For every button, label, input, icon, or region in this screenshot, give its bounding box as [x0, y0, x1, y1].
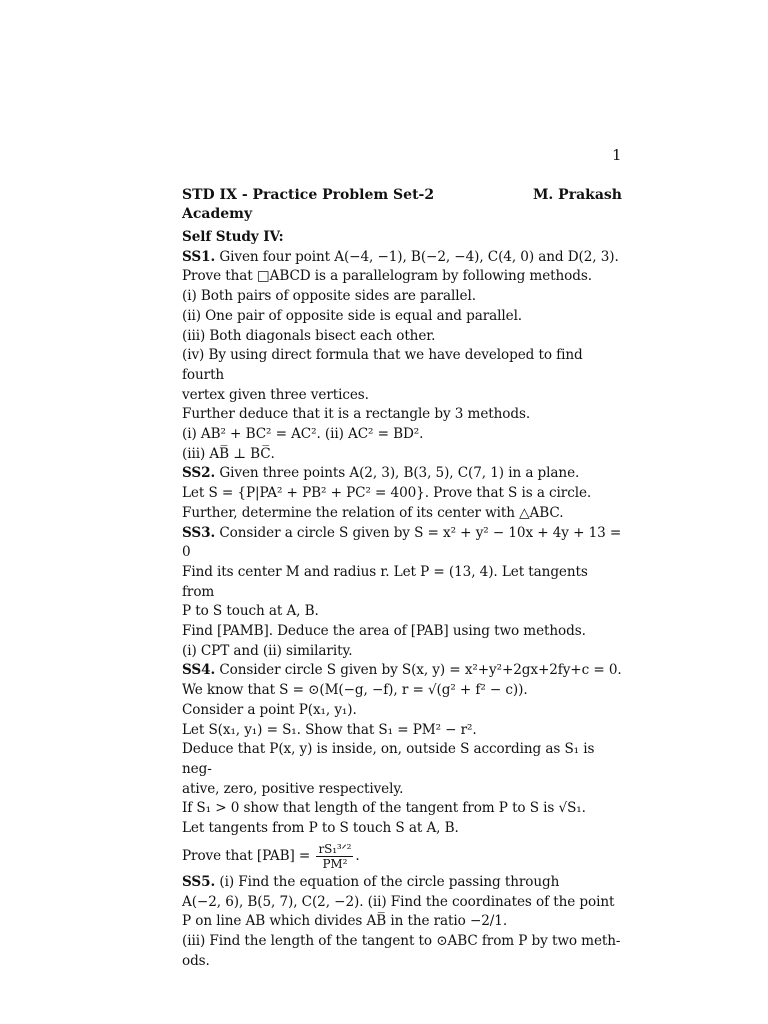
- line-text: ative, zero, positive respectively.: [182, 780, 404, 797]
- text-line: [182, 873, 624, 893]
- text-line: [182, 893, 624, 913]
- problem-label: SS5.: [182, 873, 216, 890]
- line-text: Find its center M and radius r. Let P = (13, 4). Let tangents from: [182, 563, 588, 600]
- problem-lines: [182, 248, 624, 839]
- text-line: [182, 445, 624, 465]
- line-text: Given four point A(−4, −1), B(−2, −4), C(4, 0) and D(2, 3).: [219, 248, 619, 265]
- line-text: Consider circle S given by S(x, y) = x²+y²+2gx+2fy+c = 0.: [219, 662, 622, 679]
- text-line: [182, 602, 624, 622]
- line-text: (iii) AB̅ ⊥ BC̅.: [182, 445, 275, 462]
- text-line: [182, 504, 624, 524]
- problem-label: SS3.: [182, 524, 216, 541]
- problem-label: SS1.: [182, 248, 216, 265]
- line-text: (iv) By using direct formula that we have developed to find fourth: [182, 347, 583, 383]
- problem-set-body: [182, 228, 624, 971]
- text-line: [182, 912, 624, 932]
- line-text: Consider a point P(x₁, y₁).: [182, 701, 357, 718]
- line-text: P on line AB which divides AB̅ in the ratio −2/1.: [182, 913, 508, 930]
- document-header: [182, 186, 622, 224]
- line-text: P to S touch at A, B.: [182, 603, 319, 620]
- line-text: (i) Both pairs of opposite sides are parallel.: [182, 288, 476, 305]
- line-text: Let S = {P|PA² + PB² + PC² = 400}. Prove that S is a circle.: [182, 485, 592, 502]
- line-text: Let tangents from P to S touch S at A, B.: [182, 820, 459, 837]
- prove-prefix: Prove that [PAB] =: [182, 847, 311, 864]
- fraction-numerator: rS₁³ᐟ²: [318, 841, 352, 856]
- text-line: [182, 721, 624, 741]
- text-line: [182, 327, 624, 347]
- text-line: [182, 307, 624, 327]
- text-line: [182, 425, 624, 445]
- text-line: [182, 386, 624, 406]
- text-line: [182, 661, 624, 681]
- header-author: M. Prakash: [532, 187, 622, 203]
- line-text: Deduce that P(x, y) is inside, on, outside S according as S₁ is neg-: [182, 741, 595, 777]
- text-line: [182, 464, 624, 484]
- prove-formula-line: [182, 839, 624, 873]
- problem-lines-continued: [182, 873, 624, 972]
- line-text: (i) AB² + BC² = AC². (ii) AC² = BD².: [182, 426, 424, 443]
- line-text: Prove that □ABCD is a parallelogram by following methods.: [182, 268, 592, 285]
- text-line: [182, 780, 624, 800]
- line-text: (i) Find the equation of the circle passing through: [219, 873, 560, 890]
- line-text: vertex given three vertices.: [182, 386, 369, 403]
- area-fraction: [316, 842, 353, 871]
- text-line: [182, 248, 624, 268]
- line-text: Let S(x₁, y₁) = S₁. Show that S₁ = PM² − r².: [182, 721, 477, 738]
- line-text: (i) CPT and (ii) similarity.: [182, 642, 353, 659]
- prove-suffix: .: [355, 847, 360, 864]
- text-line: [182, 346, 624, 385]
- header-title: STD IX - Practice Problem Set-2: [182, 187, 435, 203]
- text-line: [182, 932, 624, 952]
- section-title: Self Study IV:: [182, 229, 284, 245]
- text-line: [182, 642, 624, 662]
- problem-label: SS4.: [182, 662, 216, 679]
- line-text: (iii) Both diagonals bisect each other.: [182, 327, 436, 344]
- line-text: Further deduce that it is a rectangle by 3 methods.: [182, 406, 531, 423]
- problem-label: SS2.: [182, 465, 216, 482]
- text-line: [182, 405, 624, 425]
- header-author-continued: Academy: [182, 206, 253, 222]
- text-line: [182, 484, 624, 504]
- text-line: [182, 681, 624, 701]
- text-line: [182, 622, 624, 642]
- line-text: We know that S = ⊙(M(−g, −f), r = √(g² + f² − c)).: [182, 682, 528, 699]
- text-line: [182, 524, 624, 563]
- text-line: [182, 563, 624, 602]
- text-line: [182, 267, 624, 287]
- text-line: [182, 740, 624, 779]
- page-number: 1: [612, 146, 622, 164]
- text-line: [182, 701, 624, 721]
- text-line: [182, 287, 624, 307]
- line-text: ods.: [182, 952, 210, 969]
- text-line: [182, 799, 624, 819]
- line-text: If S₁ > 0 show that length of the tangent from P to S is √S₁.: [182, 800, 586, 817]
- line-text: A(−2, 6), B(5, 7), C(2, −2). (ii) Find the coordinates of the point: [182, 893, 615, 910]
- line-text: Given three points A(2, 3), B(3, 5), C(7, 1) in a plane.: [219, 465, 580, 482]
- line-text: Find [PAMB]. Deduce the area of [PAB] using two methods.: [182, 623, 586, 640]
- line-text: Consider a circle S given by S = x² + y² − 10x + 4y + 13 = 0: [182, 524, 622, 561]
- text-line: [182, 819, 624, 839]
- line-text: Further, determine the relation of its center with △ABC.: [182, 504, 564, 521]
- line-text: (ii) One pair of opposite side is equal and parallel.: [182, 307, 523, 324]
- line-text: (iii) Find the length of the tangent to ⊙ABC from P by two meth-: [182, 932, 621, 949]
- fraction-denominator: PM²: [322, 856, 348, 871]
- text-line: [182, 952, 624, 972]
